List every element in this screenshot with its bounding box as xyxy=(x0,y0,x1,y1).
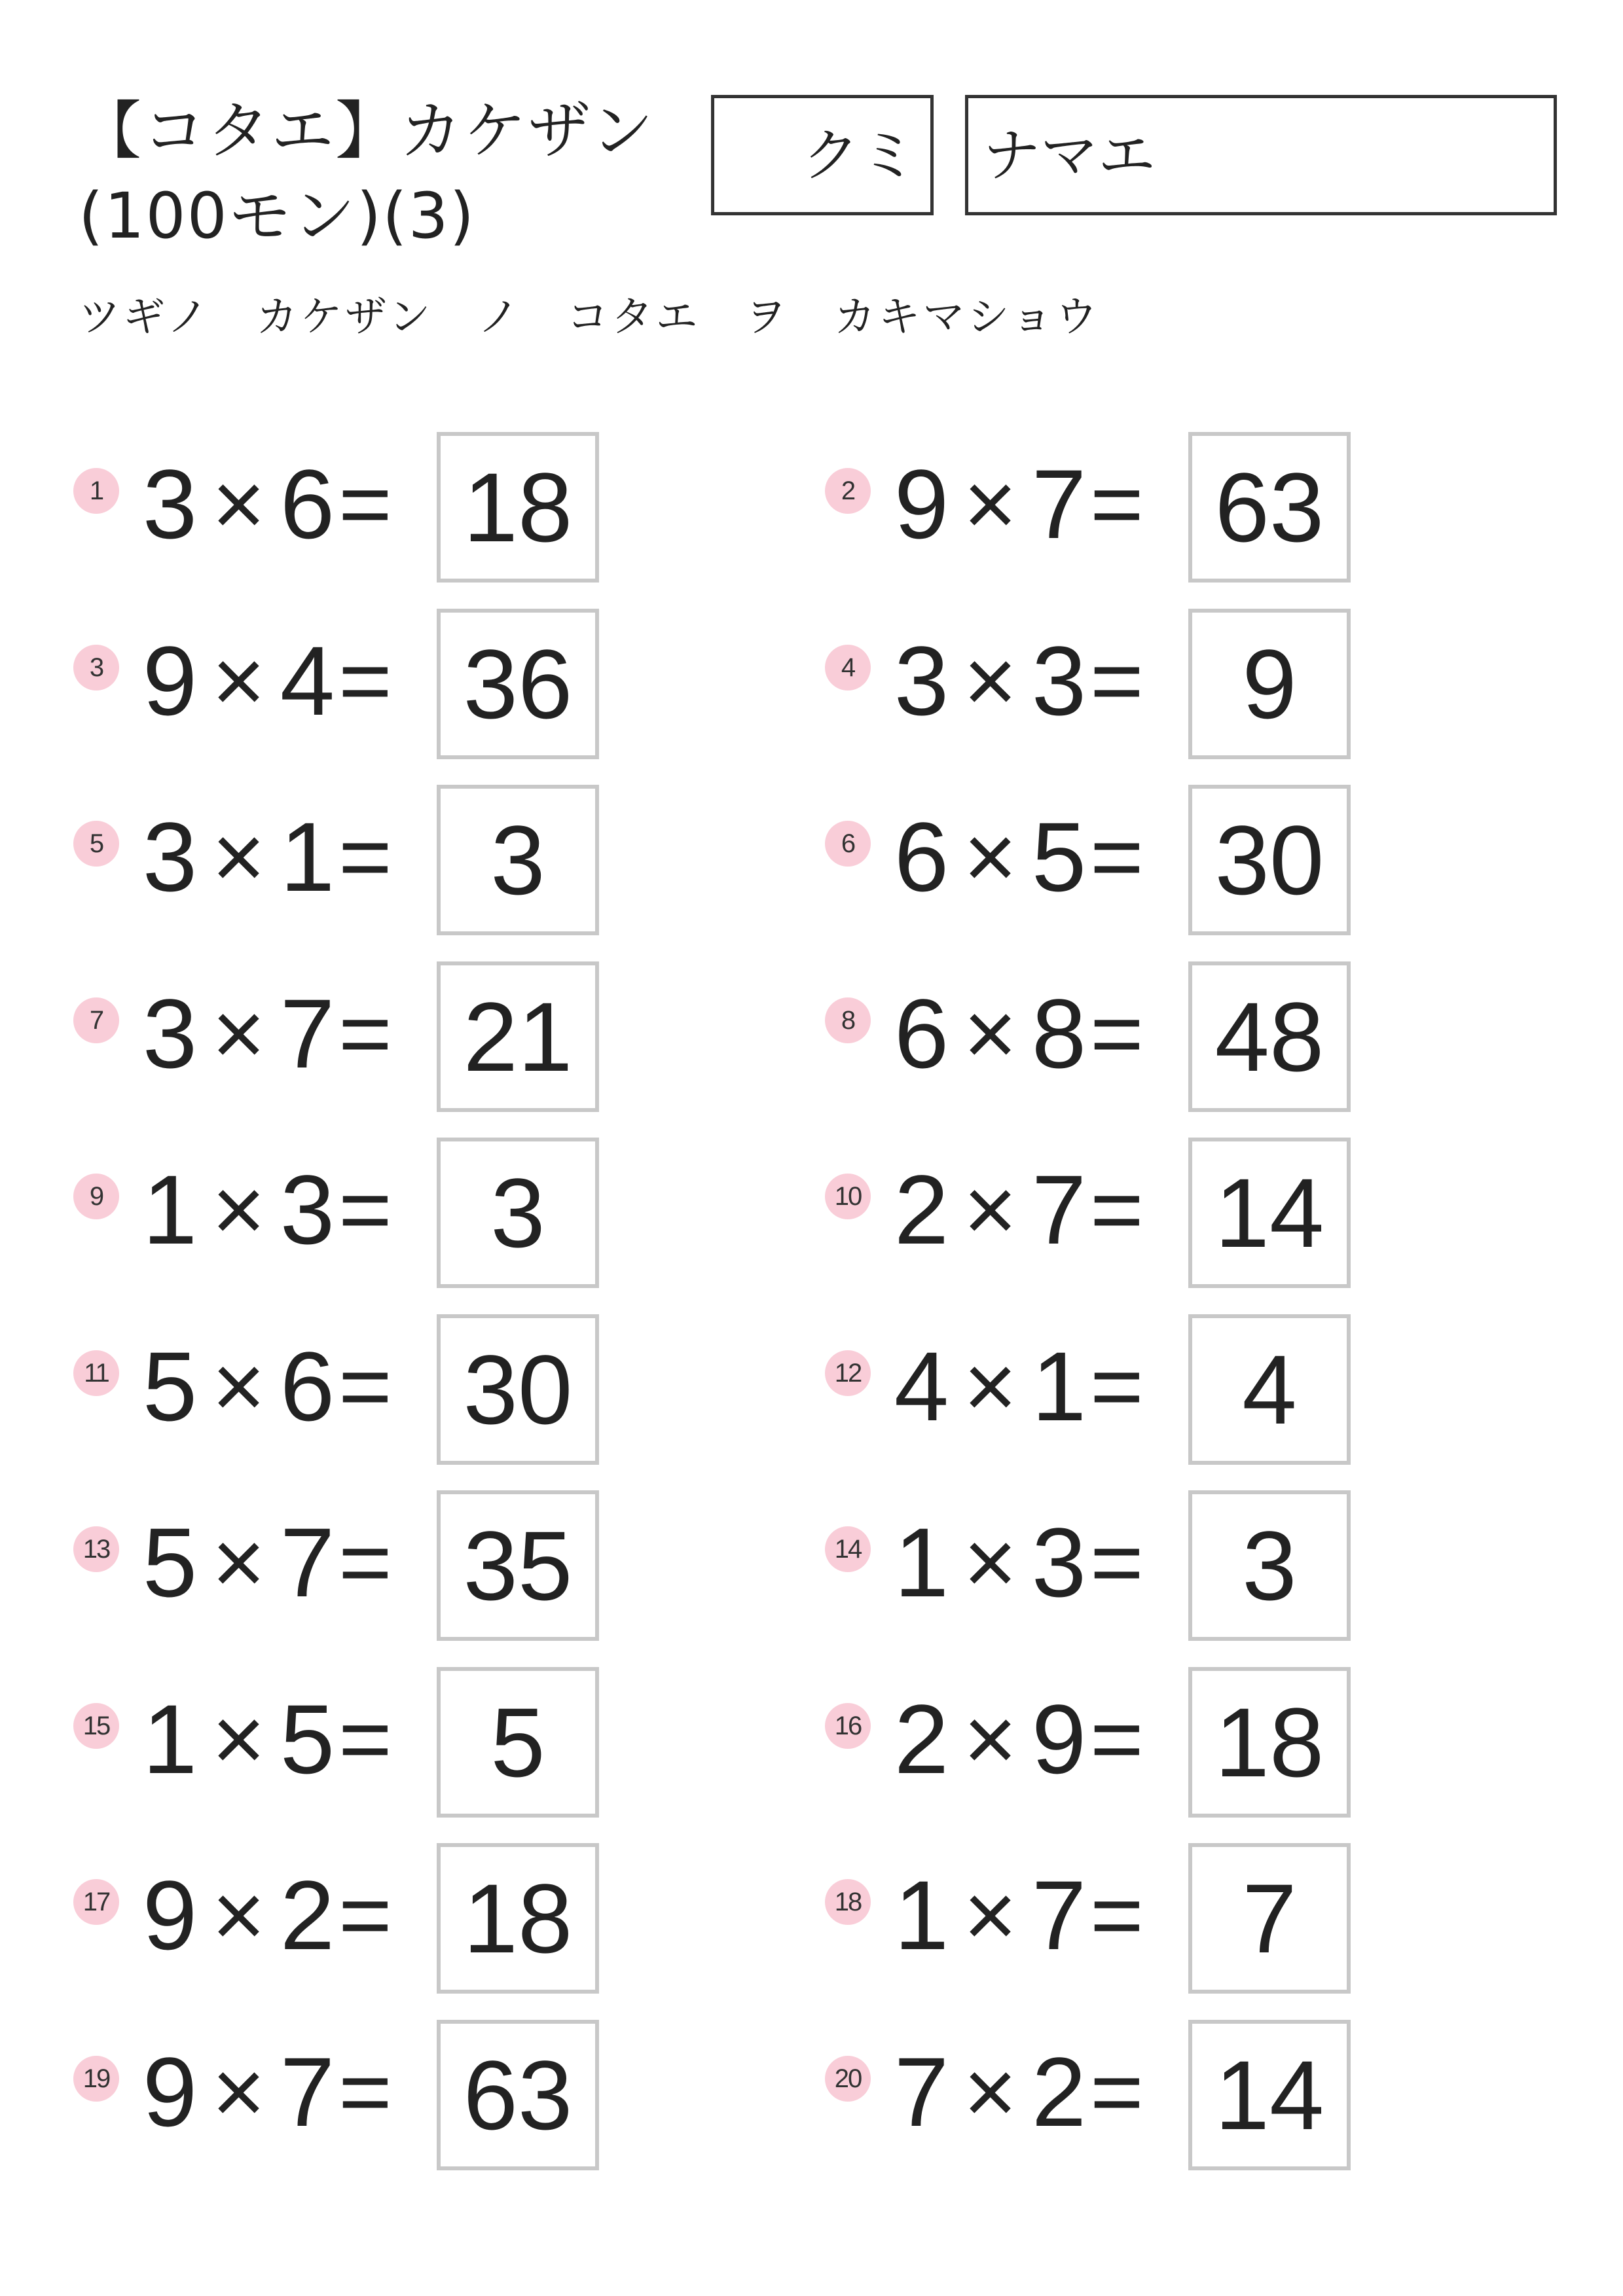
answer-box[interactable]: 7 xyxy=(1188,1843,1351,1994)
equals-sign: = xyxy=(1090,1511,1144,1613)
equals-sign: = xyxy=(338,629,392,732)
problem-item xyxy=(825,1490,1480,1641)
multiplication-expression xyxy=(139,1151,392,1268)
problem-item xyxy=(73,1843,728,1994)
answer-box[interactable]: 18 xyxy=(437,1843,599,1994)
answer-box[interactable]: 30 xyxy=(437,1314,599,1465)
equals-sign: = xyxy=(1090,1335,1144,1437)
times-sign: × xyxy=(211,1158,266,1261)
problem-number-badge: 7 xyxy=(73,997,119,1043)
operand-b: 9 xyxy=(1031,1684,1087,1794)
problem-item xyxy=(825,1314,1480,1465)
operand-a: 5 xyxy=(142,1331,198,1441)
problem-item xyxy=(73,432,728,583)
times-sign: × xyxy=(211,1511,266,1613)
answer-box[interactable]: 14 xyxy=(1188,1138,1351,1288)
operand-b: 7 xyxy=(280,2037,335,2147)
multiplication-expression xyxy=(890,1151,1144,1268)
problem-number-badge: 2 xyxy=(825,468,871,514)
times-sign: × xyxy=(963,982,1017,1085)
operand-b: 8 xyxy=(1031,978,1087,1088)
equals-sign: = xyxy=(338,805,392,908)
operand-a: 6 xyxy=(894,978,949,1088)
answer-box[interactable]: 63 xyxy=(437,2020,599,2170)
equals-sign: = xyxy=(338,1687,392,1790)
answer-box[interactable]: 48 xyxy=(1188,961,1351,1112)
worksheet-title: 【コタエ】カケザン(100モン)(3) xyxy=(79,94,655,253)
multiplication-expression xyxy=(890,445,1144,563)
equals-sign: = xyxy=(1090,1863,1144,1966)
multiplication-expression xyxy=(139,1503,392,1621)
times-sign: × xyxy=(963,452,1017,555)
equals-sign: = xyxy=(1090,1158,1144,1261)
equals-sign: = xyxy=(338,1335,392,1437)
problem-number-badge: 4 xyxy=(825,645,871,691)
times-sign: × xyxy=(963,805,1017,908)
times-sign: × xyxy=(963,1863,1017,1966)
operand-a: 1 xyxy=(894,1860,949,1970)
multiplication-expression xyxy=(139,1327,392,1445)
multiplication-expression xyxy=(890,1680,1144,1798)
answer-box[interactable]: 14 xyxy=(1188,2020,1351,2170)
operand-a: 3 xyxy=(142,802,198,912)
multiplication-expression xyxy=(139,1680,392,1798)
times-sign: × xyxy=(211,1863,266,1966)
operand-b: 5 xyxy=(280,1684,335,1794)
problem-item xyxy=(825,1843,1480,1994)
operand-b: 2 xyxy=(1031,2037,1087,2147)
equals-sign: = xyxy=(338,1158,392,1261)
times-sign: × xyxy=(211,982,266,1085)
equals-sign: = xyxy=(1090,629,1144,732)
problem-item xyxy=(825,1138,1480,1288)
answer-box[interactable]: 35 xyxy=(437,1490,599,1641)
times-sign: × xyxy=(963,629,1017,732)
multiplication-expression xyxy=(890,798,1144,916)
operand-a: 9 xyxy=(142,2037,198,2147)
answer-box[interactable]: 3 xyxy=(1188,1490,1351,1641)
multiplication-expression xyxy=(890,2033,1144,2151)
problem-item xyxy=(825,609,1480,759)
operand-b: 3 xyxy=(1031,626,1087,736)
problem-item xyxy=(825,785,1480,935)
problem-number-badge: 13 xyxy=(73,1526,119,1572)
equals-sign: = xyxy=(338,2040,392,2143)
answer-box[interactable]: 18 xyxy=(1188,1667,1351,1818)
multiplication-expression xyxy=(139,2033,392,2151)
problem-item xyxy=(825,432,1480,583)
multiplication-expression xyxy=(139,1856,392,1974)
operand-a: 9 xyxy=(142,1860,198,1970)
equals-sign: = xyxy=(338,452,392,555)
operand-a: 1 xyxy=(142,1684,198,1794)
operand-a: 7 xyxy=(894,2037,949,2147)
instruction-text: ツギノ カケザン ノ コタエ ヲ カキマショウ xyxy=(79,293,1101,342)
answer-box[interactable]: 5 xyxy=(437,1667,599,1818)
problem-item xyxy=(73,1138,728,1288)
problem-item xyxy=(73,1490,728,1641)
answer-box[interactable]: 63 xyxy=(1188,432,1351,583)
answer-box[interactable]: 3 xyxy=(437,1138,599,1288)
problem-number-badge: 12 xyxy=(825,1350,871,1396)
operand-b: 1 xyxy=(1031,1331,1087,1441)
problem-number-badge: 16 xyxy=(825,1703,871,1749)
operand-a: 3 xyxy=(142,449,198,559)
operand-b: 6 xyxy=(280,449,335,559)
multiplication-expression xyxy=(139,445,392,563)
equals-sign: = xyxy=(1090,805,1144,908)
operand-b: 3 xyxy=(1031,1507,1087,1617)
name-label: ナマエ xyxy=(983,122,1156,189)
times-sign: × xyxy=(211,2040,266,2143)
answer-box[interactable]: 3 xyxy=(437,785,599,935)
problem-item xyxy=(825,1667,1480,1818)
answer-box[interactable]: 36 xyxy=(437,609,599,759)
problem-item xyxy=(73,609,728,759)
problem-number-badge: 10 xyxy=(825,1174,871,1219)
operand-a: 1 xyxy=(894,1507,949,1617)
times-sign: × xyxy=(963,1335,1017,1437)
operand-a: 3 xyxy=(142,978,198,1088)
problem-number-badge: 19 xyxy=(73,2056,119,2102)
problem-number-badge: 20 xyxy=(825,2056,871,2102)
answer-box[interactable]: 4 xyxy=(1188,1314,1351,1465)
operand-a: 9 xyxy=(142,626,198,736)
operand-b: 1 xyxy=(280,802,335,912)
multiplication-expression xyxy=(139,975,392,1092)
operand-a: 3 xyxy=(894,626,949,736)
operand-b: 7 xyxy=(1031,1155,1087,1265)
answer-box[interactable]: 18 xyxy=(437,432,599,583)
times-sign: × xyxy=(963,1158,1017,1261)
operand-b: 7 xyxy=(1031,449,1087,559)
operand-a: 4 xyxy=(894,1331,949,1441)
problem-item xyxy=(73,2020,728,2170)
equals-sign: = xyxy=(338,1863,392,1966)
operand-a: 2 xyxy=(894,1684,949,1794)
operand-b: 6 xyxy=(280,1331,335,1441)
times-sign: × xyxy=(211,629,266,732)
problem-number-badge: 18 xyxy=(825,1879,871,1925)
operand-b: 7 xyxy=(280,1507,335,1617)
times-sign: × xyxy=(963,2040,1017,2143)
times-sign: × xyxy=(211,1335,266,1437)
problem-item xyxy=(825,961,1480,1112)
problem-number-badge: 6 xyxy=(825,821,871,867)
problem-item xyxy=(825,2020,1480,2170)
times-sign: × xyxy=(211,805,266,908)
multiplication-expression xyxy=(890,975,1144,1092)
problem-number-badge: 11 xyxy=(73,1350,119,1396)
equals-sign: = xyxy=(338,1511,392,1613)
times-sign: × xyxy=(963,1687,1017,1790)
problem-number-badge: 5 xyxy=(73,821,119,867)
problem-number-badge: 14 xyxy=(825,1526,871,1572)
operand-b: 3 xyxy=(280,1155,335,1265)
problem-item xyxy=(73,1314,728,1465)
operand-b: 5 xyxy=(1031,802,1087,912)
problem-number-badge: 1 xyxy=(73,468,119,514)
class-label: クミ xyxy=(801,122,917,189)
problem-number-badge: 17 xyxy=(73,1879,119,1925)
multiplication-expression xyxy=(890,1856,1144,1974)
problem-number-badge: 15 xyxy=(73,1703,119,1749)
equals-sign: = xyxy=(1090,1687,1144,1790)
multiplication-expression xyxy=(890,1327,1144,1445)
operand-a: 6 xyxy=(894,802,949,912)
operand-b: 7 xyxy=(280,978,335,1088)
problem-number-badge: 9 xyxy=(73,1174,119,1219)
problem-item xyxy=(73,785,728,935)
operand-b: 4 xyxy=(280,626,335,736)
operand-b: 2 xyxy=(280,1860,335,1970)
problem-number-badge: 8 xyxy=(825,997,871,1043)
multiplication-expression xyxy=(890,622,1144,740)
answer-box[interactable]: 9 xyxy=(1188,609,1351,759)
operand-a: 2 xyxy=(894,1155,949,1265)
operand-a: 1 xyxy=(142,1155,198,1265)
operand-a: 5 xyxy=(142,1507,198,1617)
multiplication-expression xyxy=(890,1503,1144,1621)
equals-sign: = xyxy=(1090,452,1144,555)
times-sign: × xyxy=(211,452,266,555)
times-sign: × xyxy=(963,1511,1017,1613)
problem-number-badge: 3 xyxy=(73,645,119,691)
problem-item xyxy=(73,1667,728,1818)
operand-b: 7 xyxy=(1031,1860,1087,1970)
multiplication-expression xyxy=(139,622,392,740)
answer-box[interactable]: 21 xyxy=(437,961,599,1112)
answer-box[interactable]: 30 xyxy=(1188,785,1351,935)
equals-sign: = xyxy=(1090,2040,1144,2143)
problem-item xyxy=(73,961,728,1112)
equals-sign: = xyxy=(338,982,392,1085)
multiplication-expression xyxy=(139,798,392,916)
times-sign: × xyxy=(211,1687,266,1790)
operand-a: 9 xyxy=(894,449,949,559)
equals-sign: = xyxy=(1090,982,1144,1085)
